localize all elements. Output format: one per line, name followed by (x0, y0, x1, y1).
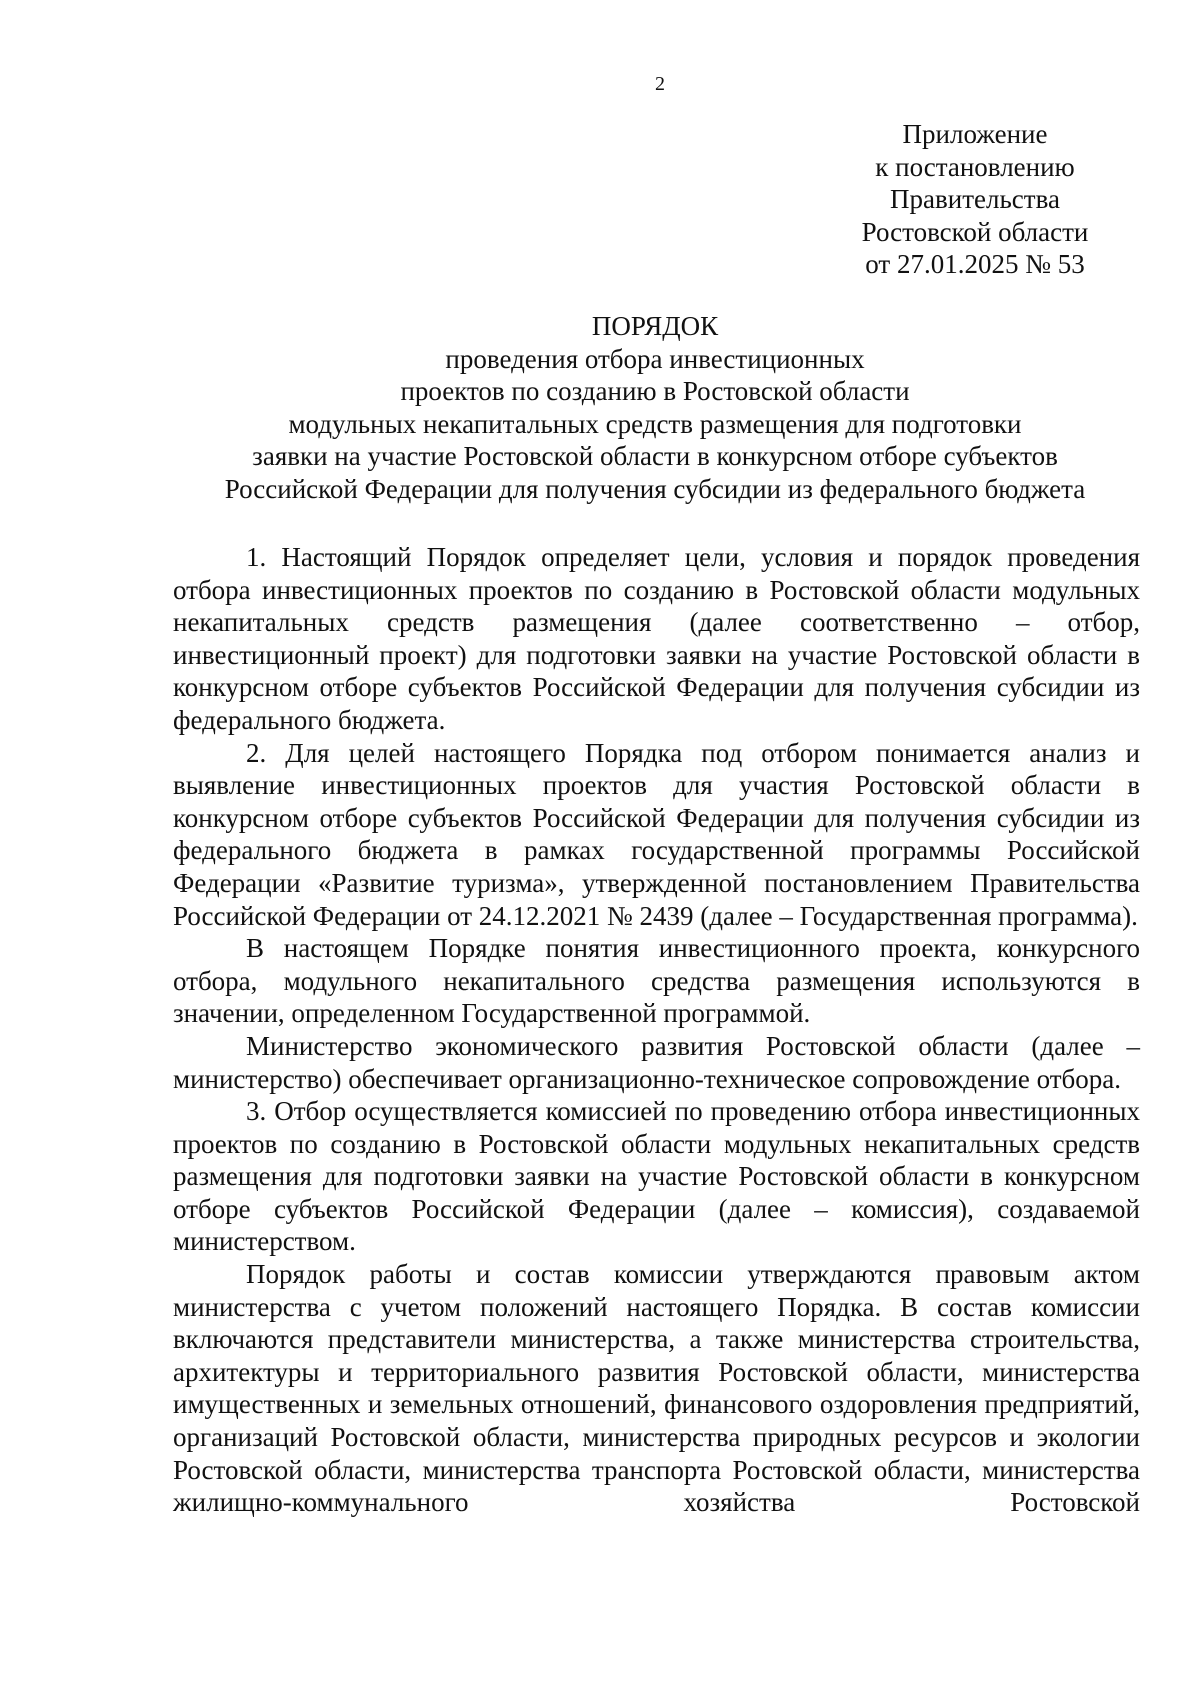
appendix-line: от 27.01.2025 № 53 (865, 249, 1085, 279)
paragraph-5: 3. Отбор осуществляется комиссией по проведению отбора инвестиционных проектов по созданию в Ростовской области модульных некапитальных средств размещения для подготовки заявки на участие Ростовской области в конкурсном отборе субъектов Российской Федерации (далее – комиссия), создаваемой министерством. (173, 1096, 1140, 1257)
paragraph-2: 2. Для целей настоящего Порядка под отбором понимается анализ и выявление инвестиционных проектов для участия Ростовской области в конкурсном отборе субъектов Российской Федерации для получения субсидии из федерального бюджета в рамках государственной программы Российской Федерации «Развитие туризма», утвержденной постановлением Правительства Российской Федерации от 24.12.2021 № 2439 (далее – Государственная программа). (173, 737, 1140, 931)
paragraph-4: Министерство экономического развития Ростовской области (далее – министерство) обеспечивает организационно-техническое сопровождение отбора. (173, 1030, 1140, 1094)
title-heading: ПОРЯДОК (591, 311, 719, 341)
title-subtitle-line: проведения отбора инвестиционных (445, 343, 865, 374)
document-title (170, 310, 1140, 505)
title-subtitle-line: Российской Федерации для получения субсидии из федерального бюджета (224, 473, 1086, 504)
title-subtitle-line: модульных некапитальных средств размещения для подготовки (288, 408, 1022, 439)
appendix-line: к постановлению (875, 151, 1075, 182)
document-body (173, 541, 1140, 1519)
title-subtitle-line: заявки на участие Ростовской области в конкурсном отборе субъектов (252, 441, 1058, 471)
paragraph-1: 1. Настоящий Порядок определяет цели, условия и порядок проведения отбора инвестиционных проектов по созданию в Ростовской области модульных некапитальных средств размещения (далее соответственно – отбор, инвестиционный проект) для подготовки заявки на участие Ростовской области в конкурсном отборе субъектов Российской Федерации для получения субсидии из федерального бюджета. (173, 542, 1140, 735)
paragraph-6: Порядок работы и состав комиссии утверждаются правовым актом министерства с учетом положений настоящего Порядка. В состав комиссии включаются представители министерства, а также министерства строительства, архитектуры и территориального развития Ростовской области, министерства имущественных и земельных отношений, финансового оздоровления предприятий, организаций Ростовской области, министерства природных ресурсов и экологии Ростовской области, министерства транспорта Ростовской области, министерства жилищно-коммунального хозяйства Ростовской (173, 1259, 1140, 1518)
appendix-line: Приложение (902, 119, 1048, 149)
title-subtitle-line: проектов по созданию в Ростовской области (400, 376, 910, 406)
appendix-block (820, 118, 1130, 281)
paragraph-3: В настоящем Порядке понятия инвестиционного проекта, конкурсного отбора, модульного некапитального средства размещения используются в значении, определенном Государственной программой. (173, 933, 1140, 1029)
appendix-line: Правительства (890, 184, 1060, 214)
appendix-line: Ростовской области (861, 216, 1089, 247)
page-number: 2 (655, 73, 665, 95)
